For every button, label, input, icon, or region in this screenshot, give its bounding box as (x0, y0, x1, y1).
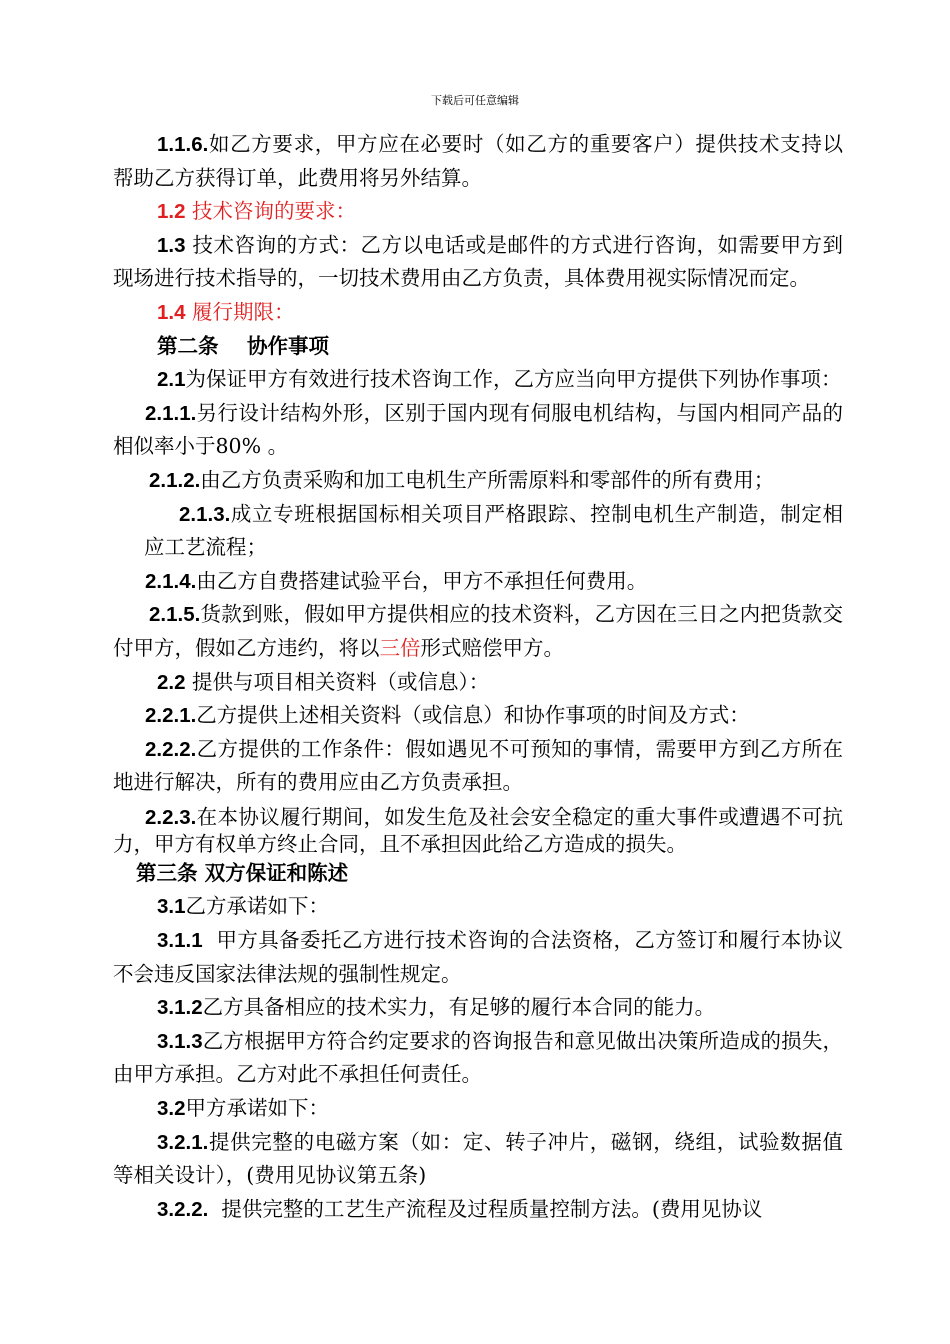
clause-text: 由乙方自费搭建试验平台，甲方不承担任何费用。 (196, 568, 648, 593)
clause-3-1-2 (113, 991, 843, 1025)
clause-text: 乙方承诺如下： (185, 894, 329, 919)
clause-number: 2.1 (157, 368, 186, 392)
clause-3-1 (113, 890, 843, 924)
clause-2-2 (113, 666, 843, 700)
clause-text: 成立专班根据国标相关项目严格跟踪、控制电机生产制造，制定相应工艺流程； (144, 501, 843, 560)
clause-text: 甲方具备委托乙方进行技术咨询的合法资格，乙方签订和履行本协议不会违反国家法律法规的强制性规定。 (113, 928, 843, 986)
clause-text: 乙方根据甲方符合约定要求的咨询报告和意见做出决策所造成的损失，由甲方承担。乙方对此不承担任何责任。 (113, 1028, 843, 1087)
clause-2-2-3 (113, 804, 843, 857)
clause-text: 甲方承诺如下： (185, 1096, 329, 1121)
article-3-heading: 第三条 双方保证和陈述 (136, 860, 349, 885)
clause-number: 2.2.2. (145, 737, 197, 761)
clause-number: 2.1.2. (149, 468, 201, 492)
clause-3-2-2 (113, 1193, 843, 1227)
clause-number: 2.2.3. (145, 805, 197, 829)
clause-number: 3.1.2 (157, 996, 203, 1020)
clause-number: 1.2 (157, 200, 186, 224)
clause-2-2-1 (113, 699, 843, 733)
clause-text: 提供完整的工艺生产流程及过程质量控制方法。(费用见协议 (208, 1196, 763, 1221)
clause-1-1-6 (113, 128, 843, 195)
clause-number: 2.2.1. (145, 704, 197, 728)
page-header: 下载后可任意编辑 (431, 94, 519, 107)
clause-2-1-5 (113, 598, 843, 665)
clause-number: 1.3 (157, 233, 186, 257)
clause-number: 2.1.3. (179, 502, 231, 526)
clause-number: 3.1 (157, 895, 186, 919)
clause-number: 3.1.1 (157, 929, 203, 953)
clause-text: 技术咨询的要求： (185, 199, 357, 224)
clause-2-1-1 (113, 397, 843, 464)
clause-3-1-3 (113, 1025, 843, 1092)
clause-number: 3.2.2. (157, 1197, 209, 1221)
clause-text: 如乙方要求，甲方应在必要时（如乙方的重要客户）提供技术支持以帮助乙方获得订单，此费用将另外结算。 (113, 132, 843, 190)
clause-1-3 (113, 229, 843, 296)
clause-3-2-1 (113, 1126, 843, 1193)
clause-number: 2.1.1. (145, 401, 197, 425)
clause-number: 1.1.6. (157, 133, 209, 156)
clause-text: 提供完整的电磁方案（如：定、转子冲片，磁钢，绕组，试验数据值等相关设计），(费用见协议第五条) (113, 1129, 843, 1188)
clause-text: 在本协议履行期间，如发生危及社会安全稳定的重大事件或遭遇不可抗力，甲方有权单方终止合同，且不承担因此给乙方造成的损失。 (113, 804, 843, 856)
highlight-text: 三倍 (379, 635, 421, 660)
clause-text: 为保证甲方有效进行技术咨询工作，乙方应当向甲方提供下列协作事项： (185, 367, 842, 392)
clause-3-2 (113, 1092, 843, 1126)
clause-number: 2.1.4. (145, 569, 197, 593)
clause-text: 乙方具备相应的技术实力，有足够的履行本合同的能力。 (202, 995, 716, 1020)
document-body (113, 128, 843, 1226)
clause-number: 2.2 (157, 670, 186, 694)
clause-text: 履行期限： (185, 299, 295, 324)
clause-1-2 (113, 195, 843, 229)
clause-number: 3.2 (157, 1097, 186, 1121)
clause-2-1-2 (113, 464, 843, 498)
clause-2-2-2 (113, 733, 843, 800)
clause-text: 形式赔偿甲方。 (420, 635, 564, 660)
clause-3-1-1 (113, 924, 843, 991)
clause-number: 1.4 (157, 300, 186, 324)
clause-number: 3.2.1. (157, 1130, 209, 1154)
article-2-heading: 第二条 协作事项 (157, 333, 330, 358)
clause-number: 3.1.3 (157, 1029, 203, 1053)
clause-number: 2.1.5. (149, 603, 201, 627)
clause-text: 提供与项目相关资料（或信息）： (185, 669, 490, 694)
clause-text: 货款到账，假如甲方提供相应的技术资料，乙方因在三日之内把货款交付甲方，假如乙方违约，将以 (113, 602, 843, 660)
clause-text: 由乙方负责采购和加工电机生产所需原料和零部件的所有费用； (200, 467, 775, 492)
clause-1-4 (113, 296, 843, 330)
clause-text: 技术咨询的方式：乙方以电话或是邮件的方式进行咨询，如需要甲方到现场进行技术指导的，一切技术费用由乙方负责，具体费用视实际情况而定。 (113, 232, 843, 291)
clause-text: 乙方提供上述相关资料（或信息）和协作事项的时间及方式： (196, 703, 750, 728)
clause-2-1-4 (113, 565, 843, 599)
clause-2-1-3 (113, 498, 843, 565)
clause-2-1 (113, 363, 843, 397)
clause-text: 乙方提供的工作条件：假如遇见不可预知的事情，需要甲方到乙方所在地进行解决，所有的费用应由乙方负责承担。 (113, 736, 843, 795)
clause-text: 另行设计结构外形，区别于国内现有伺服电机结构，与国内相同产品的相似率小于80% 。 (113, 400, 843, 459)
